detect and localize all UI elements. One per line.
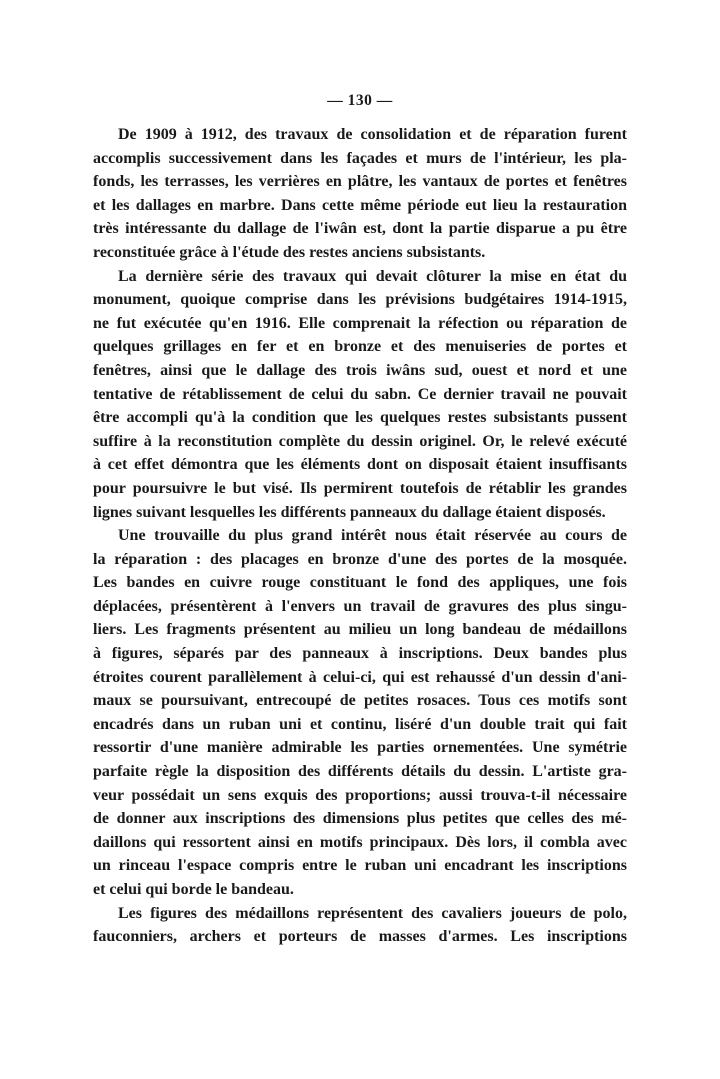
text-line: lignes suivant lesquelles les différents panneaux du dallage étaient disposés. — [93, 503, 606, 521]
text-line: La dernière série des travaux qui devait clôturer la mise en état du — [118, 267, 627, 285]
text-line: veur possédait un sens exquis des proportions; aussi trouva-t-il nécessaire — [93, 786, 627, 804]
text-line: étroites courent parallèlement à celui-ci, qui est rehaussé d'un dessin d'ani- — [93, 668, 627, 686]
text-line: fenêtres, ainsi que le dallage des trois iwâns sud, ouest et nord et une — [93, 361, 627, 379]
text-line: Les bandes en cuivre rouge constituant le fond des appliques, une fois — [93, 574, 627, 592]
text-line: liers. Les fragments présentent au milieu un long bandeau de médaillons — [93, 621, 627, 639]
text-line: fonds, les terrasses, les verrières en plâtre, les vantaux de portes et fenêtres — [93, 173, 627, 191]
text-line: quelques grillages en fer et en bronze et des menuiseries de portes et — [93, 338, 627, 356]
text-line: pour poursuivre le but visé. Ils permirent toutefois de rétablir les grandes — [93, 479, 627, 497]
text-line: ressortir d'une manière admirable les parties ornementées. Une symétrie — [93, 739, 627, 757]
text-line: la réparation : des placages en bronze d'une des portes de la mosquée. — [93, 550, 627, 568]
text-line: De 1909 à 1912, des travaux de consolidation et de réparation furent — [118, 126, 627, 143]
page-number: — 130 — — [327, 92, 393, 109]
text-line: monument, quoique comprise dans les prévisions budgétaires 1914-1915, — [93, 291, 627, 309]
text-line: daillons qui ressortent ainsi en motifs principaux. Dès lors, il combla avec — [93, 833, 627, 851]
text-line: encadrés dans un ruban uni et continu, liséré d'un double trait qui fait — [93, 715, 627, 733]
text-line: déplacées, présentèrent à l'envers un travail de gravures des plus singu- — [93, 597, 627, 615]
text-line: un rinceau l'espace compris entre le ruban uni encadrant les inscriptions — [93, 857, 627, 875]
text-line: être accompli qu'à la condition que les quelques restes subsistants pussent — [93, 409, 627, 427]
text-line: reconstituée grâce à l'étude des restes anciens subsistants. — [93, 243, 486, 261]
text-line: fauconniers, archers et porteurs de masses d'armes. Les inscriptions — [93, 928, 627, 946]
text-line: Les figures des médaillons représentent des cavaliers joueurs de polo, — [118, 904, 627, 922]
text-line: et les dallages en marbre. Dans cette même période eut lieu la restauration — [93, 196, 627, 214]
text-line: parfaite règle la disposition des différents détails du dessin. L'artiste gra- — [93, 763, 627, 781]
text-line: maux se poursuivant, entrecoupé de petites rosaces. Tous ces motifs sont — [93, 692, 627, 710]
text-line: tentative de rétablissement de celui du sabn. Ce dernier travail ne pouvait — [93, 385, 627, 403]
text-line: et celui qui borde le bandeau. — [93, 881, 294, 898]
text-line: très intéressante du dallage de l'iwân est, dont la partie disparue a pu être — [93, 220, 627, 238]
text-line: ne fut exécutée qu'en 1916. Elle comprenait la réfection ou réparation de — [93, 314, 627, 332]
text-line: accomplis successivement dans les façades et murs de l'intérieur, les pla- — [93, 149, 627, 167]
text-line: à figures, séparés par des panneaux à inscriptions. Deux bandes plus — [93, 645, 627, 663]
text-line: suffire à la reconstitution complète du dessin originel. Or, le relevé exécuté — [93, 432, 627, 450]
text-line: de donner aux inscriptions des dimensions plus petites que celles des mé- — [93, 810, 627, 828]
text-line: Une trouvaille du plus grand intérêt nous était réservée au cours de — [118, 527, 627, 545]
text-line: à cet effet démontra que les éléments dont on disposait étaient insuffisants — [93, 456, 627, 474]
body-text — [93, 123, 627, 949]
